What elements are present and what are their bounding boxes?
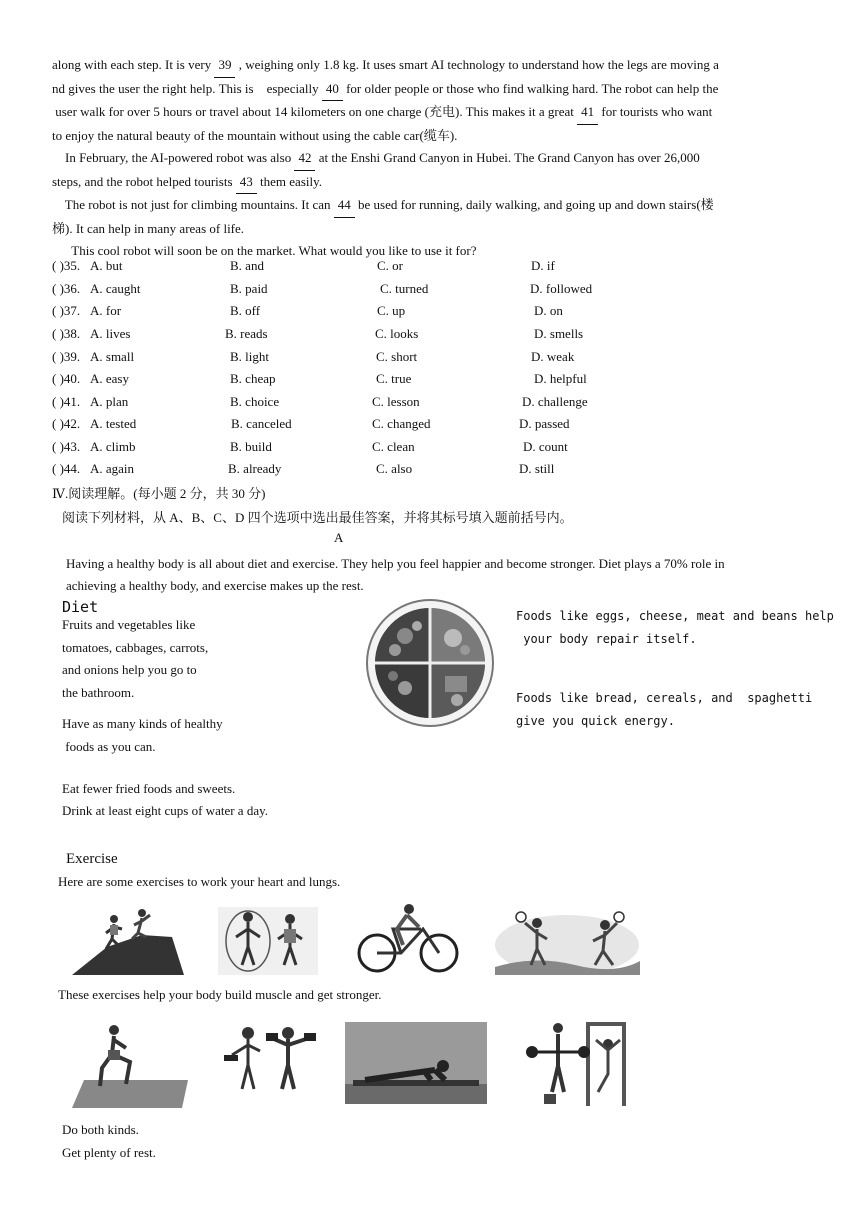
- passage-line: to enjoy the natural beauty of the mountain without using the cable car(缆车).: [52, 127, 458, 143]
- section-instruction: 阅读下列材料，从 A、B、C、D 四个选项中选出最佳答案，并将其标号填入题前括号内。: [62, 510, 573, 525]
- question-row: ( )39. A. small B. light C. short D. weak: [52, 349, 575, 364]
- badminton-image: [495, 905, 640, 975]
- diet-fruits-text: Fruits and vegetables like tomatoes, cabbages, carrots, and onions help you go to the bathroom.: [62, 617, 209, 700]
- diet-protein-text: Foods like eggs, cheese, meat and beans help your body repair itself.: [516, 609, 834, 646]
- exercise-heading: Exercise: [66, 851, 118, 867]
- passage-line: This cool robot will soon be on the market. What would you like to use it for?: [52, 243, 477, 258]
- answer-blank: 40: [322, 78, 343, 102]
- diet-heading: Diet: [62, 598, 99, 616]
- passage: [52, 54, 810, 263]
- passage-line: The robot is not just for climbing mountains. It can 44 be used for running, daily walking, and going up and down stairs(楼: [52, 194, 810, 218]
- diet-fried-text: Eat fewer fried foods and sweets.: [62, 781, 236, 796]
- section-title: Ⅳ.阅读理解。(每小题 2 分，共 30 分): [52, 486, 266, 501]
- hiking-image: [72, 907, 184, 977]
- answer-blank: 41: [577, 101, 598, 125]
- question-row: ( )37. A. for B. off C. up D. on: [52, 303, 563, 318]
- passage-line: user walk for over 5 hours or travel about 14 kilometers on one charge (充电). This makes it a great 41 for tourists who want: [52, 101, 810, 125]
- passage-line: In February, the AI-powered robot was also 42 at the Enshi Grand Canyon in Hubei. The Grand Canyon has over 26,000: [52, 147, 810, 171]
- intro-text: Having a healthy body is all about diet and exercise. They help you feel happier and become stronger. Diet plays a 70% role in: [66, 556, 725, 571]
- question-row: ( )42. A. tested B. canceled C. changed D. passed: [52, 416, 570, 431]
- part-label: A: [334, 530, 344, 545]
- intro-text: achieving a healthy body, and exercise makes up the rest.: [66, 578, 364, 593]
- cycling-image: [355, 903, 461, 975]
- gym-image: [524, 1022, 636, 1106]
- answer-blank: 39: [214, 54, 235, 78]
- passage-line: nd gives the user the right help. This is especially 40 for older people or those who find walking hard. The robot can help the: [52, 78, 810, 102]
- dumbbell-image: [220, 1025, 318, 1093]
- passage-line: steps, and the robot helped tourists 43 them easily.: [52, 171, 810, 195]
- answer-blank: 43: [236, 171, 257, 195]
- answer-blank: 44: [334, 194, 355, 218]
- answer-blank: 42: [294, 147, 315, 171]
- passage-line: 梯). It can help in many areas of life.: [52, 220, 245, 236]
- question-row: ( )36. A. caught B. paid C. turned D. followed: [52, 281, 593, 296]
- question-row: ( )35. A. but B. and C. or D. if: [52, 258, 555, 273]
- diet-kinds-text: Have as many kinds of healthy foods as you can.: [62, 716, 223, 754]
- question-row: ( )40. A. easy B. cheap C. true D. helpful: [52, 371, 587, 386]
- question-row: ( )44. A. again B. already C. also D. still: [52, 461, 555, 476]
- question-row: ( )38. A. lives B. reads C. looks D. smells: [52, 326, 584, 341]
- closing-line: Get plenty of rest.: [62, 1145, 156, 1160]
- diet-energy-text: Foods like bread, cereals, and spaghetti give you quick energy.: [516, 691, 813, 728]
- squat-image: [72, 1022, 188, 1108]
- plank-image: [345, 1022, 487, 1104]
- food-plate-image: [365, 598, 495, 728]
- closing-line: Do both kinds.: [62, 1122, 139, 1137]
- muscle-caption: These exercises help your body build muscle and get stronger.: [58, 987, 382, 1002]
- passage-line: along with each step. It is very 39 , weighing only 1.8 kg. It uses smart AI technology to understand how the legs are moving a: [52, 54, 810, 78]
- exercise-intro: Here are some exercises to work your heart and lungs.: [58, 874, 341, 889]
- question-row: ( )41. A. plan B. choice C. lesson D. challenge: [52, 394, 588, 409]
- jump-rope-image: [218, 907, 318, 975]
- question-row: ( )43. A. climb B. build C. clean D. count: [52, 439, 568, 454]
- diet-water-text: Drink at least eight cups of water a day.: [62, 803, 269, 818]
